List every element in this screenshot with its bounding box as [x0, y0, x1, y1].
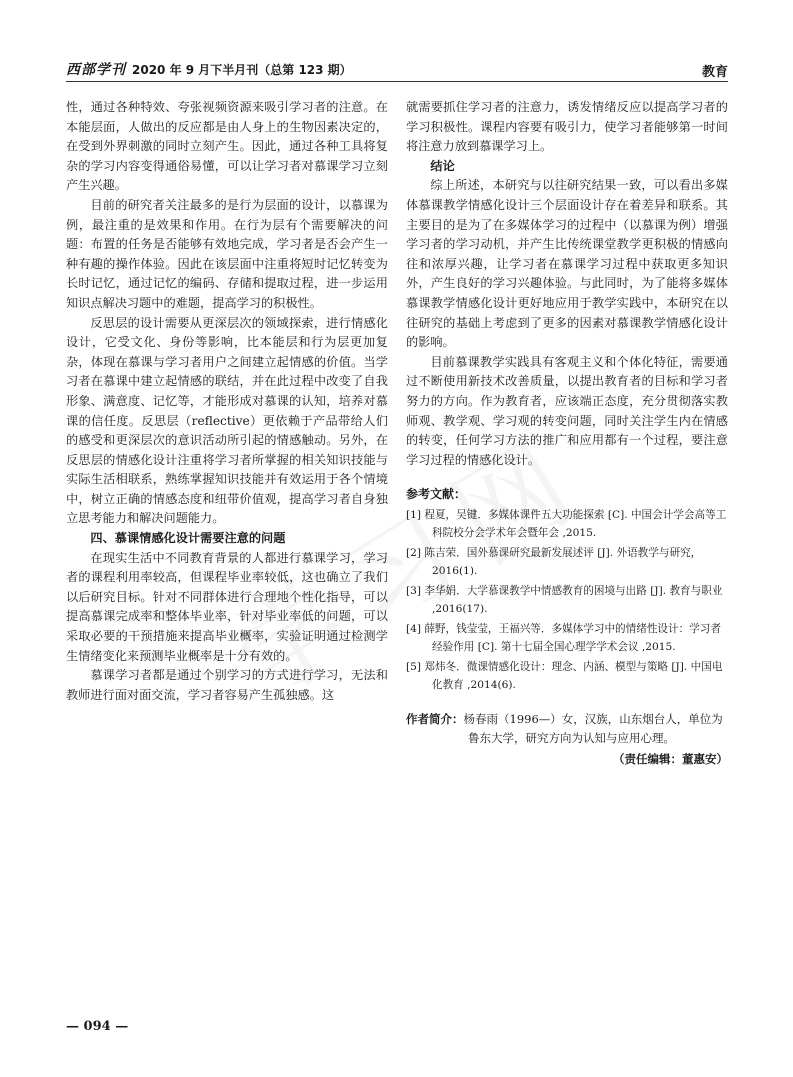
reference-item: [4] 薛野，钱莹莹，王福兴等．多媒体学习中的情绪性设计：学习者经验作用 [C]. 第十七届全国心理学学术会议 ,2015. — [406, 623, 721, 654]
right-column — [406, 98, 728, 770]
paragraph: 就需要抓住学习者的注意力，诱发情绪反应以提高学习者的学习积极性。课程内容要有吸引力，使学习者能够第一时间将注意力放到慕课学习上。 — [406, 100, 728, 154]
paragraph: 目前慕课教学实践具有客观主义和个体化特征，需要通过不断使用新技术改善质量，以提出教育者的目标和学习者努力的方向。作为教育者，应该端正态度，充分贯彻落实教师观、教学观、学习观的转变问题，同时关注学生内在情感的转变，任何学习方法的推广和应用都有一个过程，要注意学习过程的情感化设计。 — [406, 354, 728, 467]
reference-item: [5] 郑炜冬．微课情感化设计：理念、内涵、模型与策略 [J]. 中国电化教育 ,2014(6). — [406, 661, 723, 692]
section-heading: 四、慕课情感化设计需要注意的问题 — [90, 531, 286, 546]
section-tag: 教育 — [701, 65, 728, 80]
author-intro — [406, 710, 728, 748]
paragraph: 目前的研究者关注最多的是行为层面的设计，以慕课为例，最注重的是效果和作用。在行为层有个需要解决的问题：布置的任务是否能够有效地完成，学习者是否会产生一种有趣的操作体验。因此在该层面中注重将短时记忆转变为长时记忆，通过记忆的编码、存储和提取过程，进一步运用知识点解决习题中的难题，提高学习的积极性。 — [66, 197, 388, 310]
references-title: 参考文献： — [406, 487, 467, 502]
header-rule — [66, 81, 728, 82]
left-column — [66, 98, 388, 705]
section-heading: 结论 — [430, 158, 455, 173]
paragraph: 综上所述，本研究与以往研究结果一致，可以看出多媒体慕课教学情感化设计三个层面设计存在着差异和联系。其主要目的是为了在多媒体学习的过程中（以慕课为例）增强学习者的学习动机，并产生比传统课堂教学更积极的情感向往和浓厚兴趣，让学习者在慕课学习过程中获取更多知识外，产生良好的学习兴趣体验。与此同时，为了能将多媒体慕课教学情感化设计更好地应用于教学实践中，本研究在以往研究的基础上考虑到了更多的因素对慕课教学情感化设计的影响。 — [406, 178, 728, 350]
author-intro-text: 杨春雨（1996—）女，汉族，山东烟台人，单位为鲁东大学，研究方向为认知与应用心理。 — [463, 712, 723, 746]
paragraph: 反思层的设计需要从更深层次的领域探索，进行情感化设计，它受文化、身份等影响，比本能层和行为层更加复杂，体现在慕课与学习者用户之间建立起情感的价值。当学习者在慕课中建立起情感的联结，并在此过程中改变了自我形象、满意度、记忆等，才能形成对慕课的认知，培养对慕课的信任度。反思层（reflective）更依赖于产品带给人们的感受和更深层次的意识活动所引起的情感触动。另外，在反思层的情感化设计注重将学习者所掌握的相关知识技能与实际生活相联系，熟练掌握知识技能并有效运用于各个情境中，树立正确的情感态度和纽带价值观，提高学习者自身独立思考能力和解决问题能力。 — [66, 315, 388, 526]
journal-logo: 西部学刊 — [66, 62, 126, 78]
page-header — [66, 58, 728, 80]
author-intro-label: 作者简介： — [406, 712, 464, 727]
paragraph: 性，通过各种特效、夸张视频资源来吸引学习者的注意。在本能层面，人做出的反应都是由人身上的生物因素决定的，在受到外界刺激的同时立刻产生。因此，通过各种工具将复杂的学习内容变得通俗易懂，可以让学习者对慕课学习立刻产生兴趣。 — [66, 100, 388, 193]
reference-item: [1] 程夏，吴键．多媒体课件五大功能探索 [C]. 中国会计学会高等工科院校分会学术年会暨年会 ,2015. — [406, 509, 727, 540]
reference-item: [3] 李华娟．大学慕课教学中情感教育的困境与出路 [J]. 教育与职业 ,2016(17). — [406, 585, 723, 616]
paragraph: 慕课学习者都是通过个别学习的方式进行学习，无法和教师进行面对面交流，学习者容易产生孤独感。这 — [66, 668, 388, 702]
journal-issue: 2020 年 9 月下半月刊（总第 123 期） — [132, 63, 352, 77]
page-number: — 094 — — [66, 1019, 129, 1034]
reference-item: [2] 陈吉荣．国外慕课研究最新发展述评 [J]. 外语教学与研究，2016(1). — [406, 547, 702, 578]
editor-credit: （责任编辑：董惠安） — [613, 752, 728, 767]
paragraph: 在现实生活中不同教育背景的人都进行慕课学习，学习者的课程利用率较高，但课程毕业率较低，这也确立了我们以后研究目标。针对不同群体进行合理地个性化指导，可以提高慕课完成率和整体毕业率，针对毕业率低的问题，可以采取必要的干预措施来提高毕业概率，实验证明通过检测学生情绪变化来预测毕业概率是十分有效的。 — [66, 550, 388, 663]
